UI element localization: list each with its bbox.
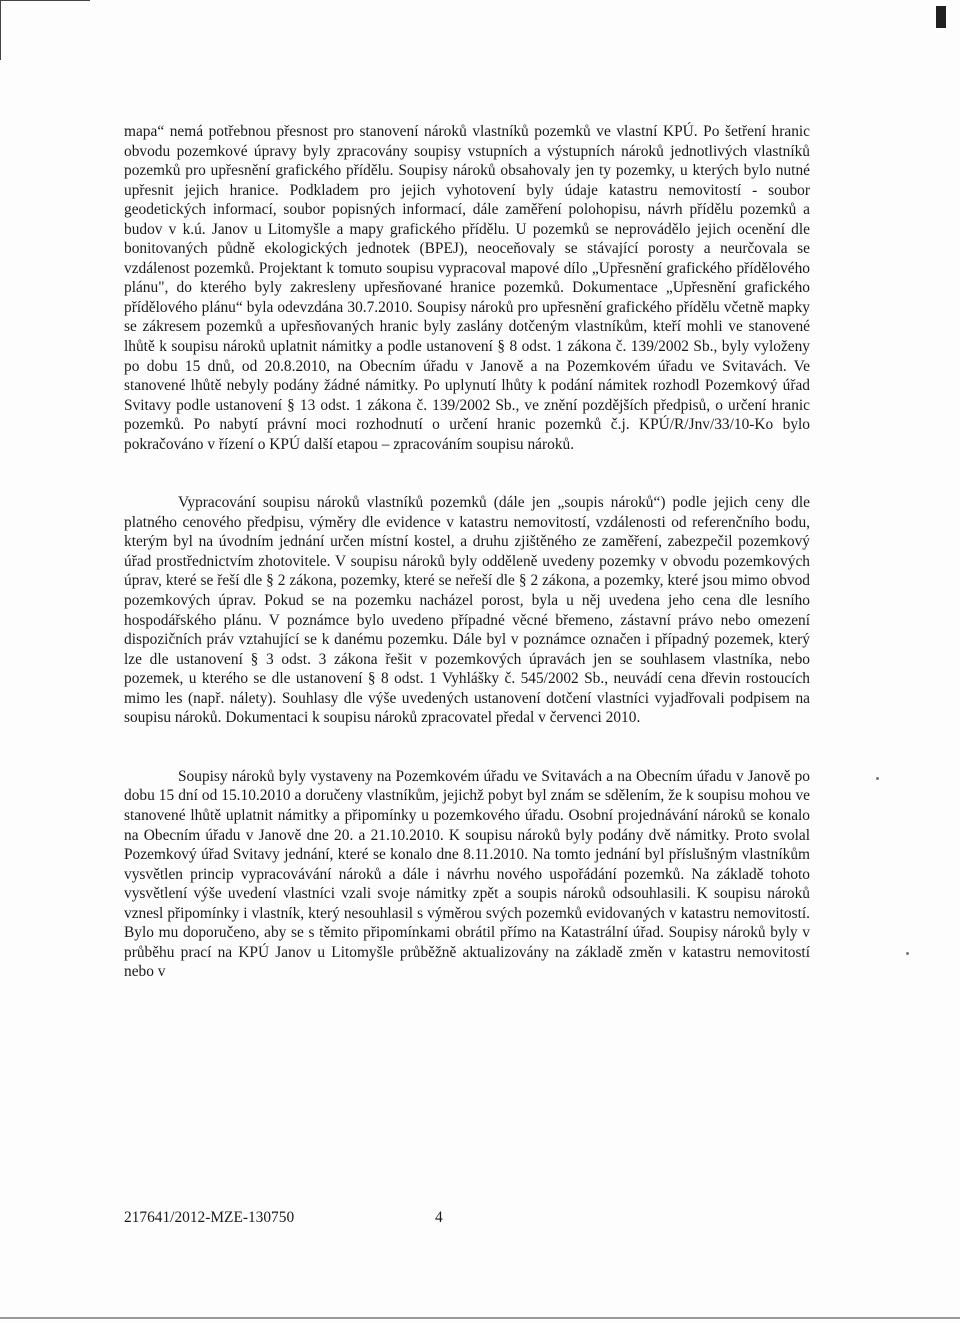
- scan-speck: [906, 952, 909, 955]
- paragraph-2: Vypracování soupisu nároků vlastníků pozemků (dále jen „soupis nároků“) podle jejich ceny dle platného cenového předpisu, výměry dle evidence v katastru nemovitostí, vzdálenosti od referenčního bodu, kterým byl na úvodním jednání určen místní kostel, a druhu zjištěného ze zaměření, zabezpečil pozemkový úřad prostřednictvím zhotovitele. V soupisu nároků byly odděleně uvedeny pozemky v obvodu pozemkových úprav, které se řeší dle § 2 zákona, pozemky, které se neřeší dle § 2 zákona, a pozemky, které jsou mimo obvod pozemkových úprav. Pokud se na pozemku nacházel porost, byla u něj uvedena jeho cena dle lesního hospodářského plánu. V poznámce bylo uvedeno případné věcné břemeno, zástavní právo nebo omezení dispozičních práv vztahující se k danému pozemku. Dále byl v poznámce označen i případný pozemek, který lze dle ustanovení § 3 odst. 3 zákona řešit v pozemkových úpravách jen se souhlasem vlastníka, nebo pozemek, u kterého se dle ustanovení § 8 odst. 1 Vyhlášky č. 545/2002 Sb., neuvádí cena dřevin rostoucích mimo les (např. nálety). Souhlasy dle výše uvedených ustanovení dotčení vlastníci vyjadřovali podpisem na soupisu nároků. Dokumentaci k soupisu nároků zpracovatel předal v červenci 2010.: [124, 494, 810, 727]
- scan-speck: [876, 777, 879, 780]
- paragraph-1: mapa“ nemá potřebnou přesnost pro stanovení nároků vlastníků pozemků ve vlastní KPÚ. Po šetření hranic obvodu pozemkové úpravy byly zpracovány soupisy vstupních a výstupních nároků jednotlivých vlastníků pozemků pro upřesnění grafického přídělu. Soupisy nároků obsahovaly jen ty pozemky, u kterých bylo nutné upřesnit jejich hranice. Podkladem pro jejich vyhotovení byly údaje katastru nemovitostí - soubor geodetických informací, soubor popisných informací, dále zaměření polohopisu, návrh přídělu pozemků a budov v k.ú. Janov u Litomyšle a mapy grafického přídělu. U pozemků se neprovádělo jejich ocenění dle bonitovaných půdně ekologických jednotek (BPEJ), neoceňovaly se stávající porosty a neurčovala se vzdálenost pozemků. Projektant k tomuto soupisu vypracoval mapové dílo „Upřesnění grafického přídělového plánu", do kterého byly zakresleny upřesňované hranice pozemků. Dokumentace „Upřesnění grafického přídělového plánu“ byla odevzdána 30.7.2010. Soupisy nároků pro upřesnění grafického přídělu včetně mapky se zákresem pozemků a upřesňovaných hranic byly zaslány dotčeným vlastníkům, kteří mohli ve stanovené lhůtě k soupisu nároků uplatnit námitky a podle ustanovení § 8 odst. 1 zákona č. 139/2002 Sb., byly vyloženy po dobu 15 dnů, od 20.8.2010, na Obecním úřadu v Janově a na Pozemkovém úřadu ve Svitavách. Ve stanovené lhůtě nebyly podány žádné námitky. Po uplynutí lhůty k podání námitek rozhodl Pozemkový úřad Svitavy podle ustanovení § 13 odst. 1 zákona č. 139/2002 Sb., ve znění pozdějších předpisů, o určení hranic pozemků. Po nabytí právní moci rozhodnutí o určení hranic pozemků č.j. KPÚ/R/Jnv/33/10-Ko bylo pokračováno v řízení o KPÚ další etapou – zpracováním soupisu nároků.: [124, 123, 810, 453]
- scan-edge-bottom: [0, 1317, 960, 1319]
- scan-mark: [936, 6, 946, 28]
- scan-edge-top: [0, 0, 90, 1]
- page-number: 4: [435, 1209, 443, 1226]
- paragraph-3: Soupisy nároků byly vystaveny na Pozemkovém úřadu ve Svitavách a na Obecním úřadu v Janově po dobu 15 dní od 15.10.2010 a doručeny vlastníkům, jejichž pobyt byl znám se sdělením, že k soupisu mohou ve stanovené lhůtě uplatnit námitky a připomínky u pozemkového úřadu. Osobní projednávání nároků se konalo na Obecním úřadu v Janově dne 20. a 21.10.2010. K soupisu nároků byly podány dvě námitky. Proto svolal Pozemkový úřad Svitavy jednání, které se konalo dne 8.11.2010. Na tomto jednání byl příslušným vlastníkům vysvětlen princip vypracovávání nároků a dále i návrhu nového uspořádání pozemků. Na základě tohoto vysvětlení výše uvedení vlastníci vzali svoje námitky zpět a soupis nároků odsouhlasili. K soupisu nároků vznesl připomínky i vlastník, který nesouhlasil s výměrou svých pozemků evidovaných v katastru nemovitostí. Bylo mu doporučeno, aby se s těmito připomínkami obrátil přímo na Katastrální úřad. Soupisy nároků byly v průběhu prací na KPÚ Janov u Litomyšle průběžně aktualizovány na základě změn v katastru nemovitostí nebo v: [124, 767, 810, 981]
- document-body: [124, 122, 810, 982]
- scan-edge-left: [0, 0, 1, 60]
- document-reference: 217641/2012-MZE-130750: [124, 1209, 295, 1226]
